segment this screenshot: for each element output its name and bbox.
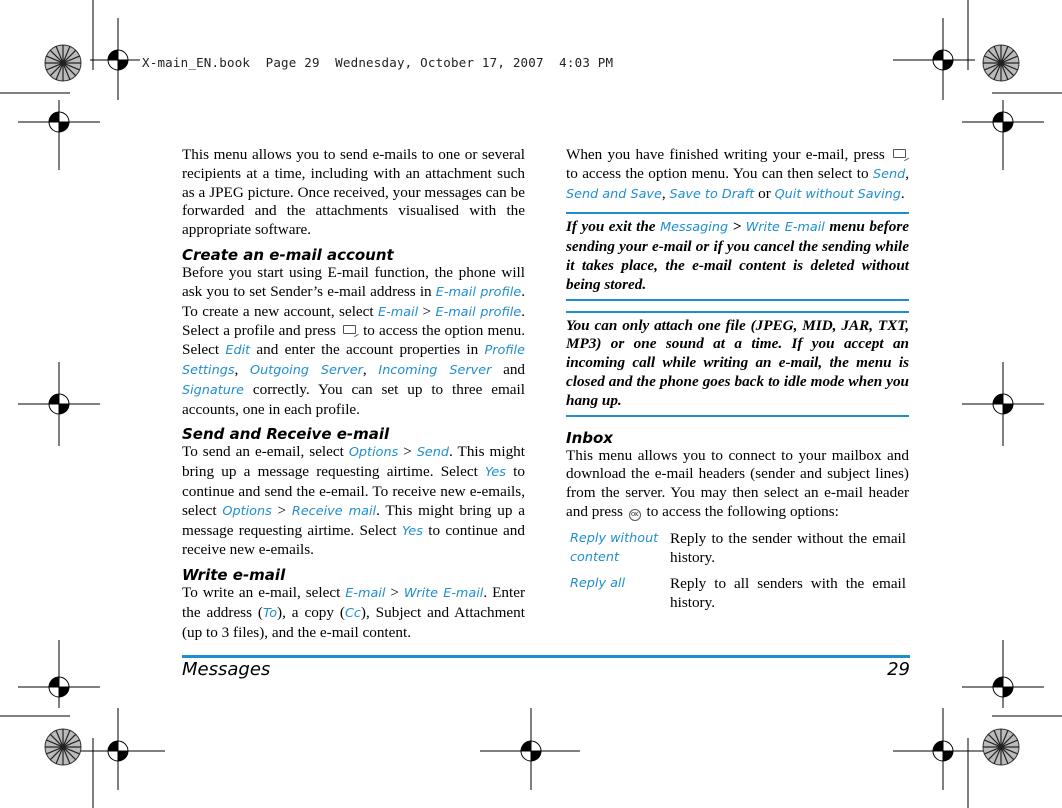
send-receive-paragraph: To send an e-email, select Options > Send. This might bring up a message requesting airtime. Select Yes to continue and send the e-email. To receive new e-emails, select Options > Receive mail. This might bring up a message requesting airtime. Select Yes to continue and receive new e-emails. <box>182 443 525 559</box>
option-name: Reply without content <box>570 530 659 565</box>
left-column <box>182 146 525 643</box>
ui-term: E-mail profile <box>435 284 522 300</box>
option-row <box>566 575 909 613</box>
option-name: Reply all <box>570 576 626 592</box>
option-row <box>566 530 909 568</box>
ui-term: To <box>262 605 278 621</box>
option-description: Reply to the sender without the email history. <box>670 529 906 566</box>
footer-rule <box>182 655 910 658</box>
ui-term: Send <box>416 445 450 461</box>
inbox-paragraph: This menu allows you to connect to your mailbox and download the e-mail headers (sender and subject lines) from the server. You may then select an e-mail header and press OK to access the following options: <box>566 446 909 520</box>
ui-term: E-mail profile <box>435 304 522 320</box>
ok-key-icon: OK <box>629 509 641 521</box>
page-number: 29 <box>887 659 910 680</box>
ui-term: Options <box>348 445 399 461</box>
ui-term: Write E-mail <box>403 586 484 602</box>
ui-term: Yes <box>485 465 506 481</box>
right-column <box>566 146 909 621</box>
option-description: Reply to all senders with the email history. <box>670 575 906 612</box>
heading-create-account: Create an e-mail account <box>182 245 394 264</box>
inbox-options-table <box>566 530 909 613</box>
ui-term: Receive mail <box>291 503 377 519</box>
ui-term: Save to Draft <box>669 186 755 202</box>
note-exit-menu: If you exit the Messaging > Write E-mail menu before sending your e-mail or if you cancel the sending while it takes place, the e-mail content is deleted without being stored. <box>566 212 909 300</box>
ui-term: Send and Save <box>566 186 662 202</box>
email-intro-paragraph: This menu allows you to send e-mails to one or several recipients at a time, including with an attachment such as a JPEG picture. Once received, your messages can be forwarded and the attachments visualised with the appropriate software. <box>182 146 525 239</box>
ui-term: Send <box>872 166 906 182</box>
ui-term: Edit <box>225 343 251 359</box>
option-key-icon <box>893 149 906 158</box>
ui-term: Options <box>222 503 272 519</box>
ui-term: Profile Settings <box>182 343 525 378</box>
finish-writing-paragraph: When you have finished writing your e-mail, press to access the option menu. You can then select to Send, Send and Save, Save to Draft or Quit without Saving. <box>566 146 909 202</box>
heading-send-receive: Send and Receive e-mail <box>182 425 390 444</box>
note-attachment-limit: You can only attach one file (JPEG, MID, JAR, TXT, MP3) or one sound at a time. If you accept an incoming call while writing an e-mail, the menu is closed and the phone goes back to idle mode when you hang up. <box>566 311 909 417</box>
ui-term: Yes <box>401 523 423 539</box>
ui-term: E-mail <box>345 586 386 602</box>
write-email-paragraph: To write an e-mail, select E-mail > Write E-mail. Enter the address (To), a copy (Cc), Subject and Attachment (up to 3 files), and the e-mail content. <box>182 584 525 641</box>
ui-term: Write E-mail <box>745 220 825 236</box>
ui-term: Cc <box>344 605 361 621</box>
ui-term: Signature <box>182 382 245 398</box>
footer-section-title: Messages <box>182 659 271 680</box>
print-header: X-main_EN.book Page 29 Wednesday, October 17, 2007 4:03 PM <box>142 55 614 70</box>
ui-term: Incoming Server <box>378 362 492 378</box>
ui-term: E-mail <box>378 304 419 320</box>
ui-term: Messaging <box>660 220 729 236</box>
ui-term: Outgoing Server <box>250 362 363 378</box>
ui-term: Quit without Saving <box>774 186 901 202</box>
option-key-icon <box>343 325 356 334</box>
heading-write-email: Write e-mail <box>182 566 286 585</box>
heading-inbox: Inbox <box>566 428 613 447</box>
create-account-paragraph: Before you start using E-mail function, the phone will ask you to set Sender’s e-mail address in E-mail profile. To create a new account, select E-mail > E-mail profile. Select a profile and press to access the option menu. Select Edit and enter the account properties in Profile Settings, Outgoing Server, Incoming Server and Signature correctly. You can set up to three email accounts, one in each profile. <box>182 263 526 418</box>
